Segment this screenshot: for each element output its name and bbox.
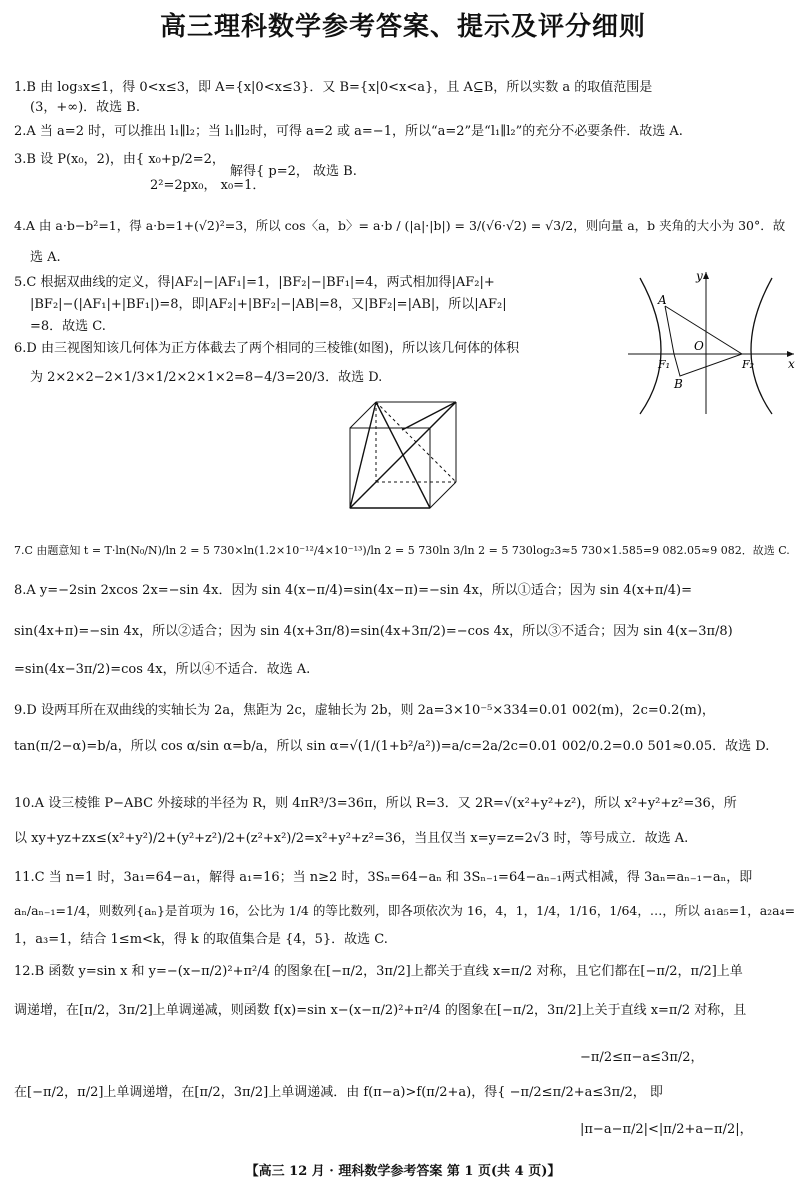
answer-11-line-3: 1，a₃=1，结合 1≤m<k，得 k 的取值集合是 {4，5}．故选 C. xyxy=(14,932,388,947)
answer-12-condition-1: −π/2≤π−a≤3π/2， xyxy=(580,1050,704,1065)
answer-1-line-2: (3，+∞)．故选 B. xyxy=(30,100,140,115)
answer-4-line-2: 选 A. xyxy=(30,250,61,265)
answer-3-solution: 解得{ p=2， 故选 B. xyxy=(230,164,357,179)
answer-3-line-1: 3.B 设 P(x₀，2)，由{ x₀+p/2=2， xyxy=(14,152,225,167)
answer-11-line-2: aₙ/aₙ₋₁=1/4，则数列{aₙ}是首项为 16，公比为 1/4 的等比数列，即各项依次为 16，4，1，1/4，1/16，1/64，…，所以 a₁a₅=1，a₂a₄= xyxy=(14,903,796,918)
page-title: 高三理科数学参考答案、提示及评分细则 xyxy=(159,12,646,42)
answer-8-line-2: sin(4x+π)=−sin 4x，所以②适合；因为 sin 4(x+3π/8)=sin(4x+3π/2)=−cos 4x，所以③不适合；因为 sin 4(x−3π/8) xyxy=(14,624,733,639)
answer-8-line-3: =sin(4x−3π/2)=cos 4x，所以④不适合．故选 A. xyxy=(14,662,311,677)
page-footer: 【高三 12 月 · 理科数学参考答案 第 1 页(共 4 页)】 xyxy=(245,1164,561,1179)
answer-10-line-2: 以 xy+yz+zx≤(x²+y²)/2+(y²+z²)/2+(z²+x²)/2=x²+y²+z²=36，当且仅当 x=y=z=2√3 时，等号成立．故选 A. xyxy=(14,831,689,846)
label-F1: F₁ xyxy=(658,358,671,371)
answer-1-line-1: 1.B 由 log₃x≤1，得 0<x≤3，即 A={x|0<x≤3}．又 B={x|0<x<a}，且 A⊆B，所以实数 a 的取值范围是 xyxy=(14,80,653,95)
answer-9-line-2: tan(π/2−α)=b/a，所以 cos α/sin α=b/a，所以 sin α=√(1/(1+b²/a²))=a/c=2a/2c=0.01 002/0.2=0.0 501≈0.05．故选 D. xyxy=(14,739,770,754)
answer-6-line-2: 为 2×2×2−2×1/3×1/2×2×1×2=8−4/3=20/3．故选 D. xyxy=(30,370,383,385)
label-A: A xyxy=(658,293,667,307)
answer-12-line-2: 调递增，在[π/2，3π/2]上单调递减，则函数 f(x)=sin x−(x−π/2)²+π²/4 的图象在[−π/2，3π/2]上关于直线 x=π/2 对称，且 xyxy=(14,1003,747,1018)
answer-5-line-1: 5.C 根据双曲线的定义，得|AF₂|−|AF₁|=1，|BF₂|−|BF₁|=4，两式相加得|AF₂|+ xyxy=(14,275,495,290)
label-B: B xyxy=(674,377,683,391)
label-y: y xyxy=(696,269,703,283)
label-F2: F₂ xyxy=(742,358,755,371)
answer-8-line-1: 8.A y=−2sin 2xcos 2x=−sin 4x．因为 sin 4(x−π/4)=sin(4x−π)=−sin 4x，所以①适合；因为 sin 4(x+π/4)= xyxy=(14,583,692,598)
answer-7: 7.C 由题意知 t = T·ln(N₀/N)/ln 2 = 5 730×ln(1.2×10⁻¹²/4×10⁻¹³)/ln 2 = 5 730ln 3/ln 2 = 5 730log₂3≈5 730×1.585=9 082.05≈9 082．故选 C. xyxy=(14,544,790,557)
cube-figure xyxy=(342,396,462,514)
answer-3-line-2: 2²=2px₀， x₀=1． xyxy=(150,178,266,193)
label-O: O xyxy=(694,339,704,353)
answer-11-line-1: 11.C 当 n=1 时，3a₁=64−a₁，解得 a₁=16；当 n≥2 时，3Sₙ=64−aₙ 和 3Sₙ₋₁=64−aₙ₋₁两式相减，得 3aₙ=aₙ₋₁−aₙ，即 xyxy=(14,870,753,885)
answer-5-line-2: |BF₂|−(|AF₁|+|BF₁|)=8，即|AF₂|+|BF₂|−|AB|=8，又|BF₂|=|AB|，所以|AF₂| xyxy=(30,297,507,312)
answer-6-line-1: 6.D 由三视图知该几何体为正方体截去了两个相同的三棱锥(如图)，所以该几何体的体积 xyxy=(14,341,520,356)
hyperbola-figure xyxy=(622,268,800,418)
answer-12-line-1: 12.B 函数 y=sin x 和 y=−(x−π/2)²+π²/4 的图象在[−π/2，3π/2]上都关于直线 x=π/2 对称，且它们都在[−π/2，π/2]上单 xyxy=(14,964,743,979)
answer-2: 2.A 当 a=2 时，可以推出 l₁∥l₂；当 l₁∥l₂时，可得 a=2 或 a=−1，所以“a=2”是“l₁∥l₂”的充分不必要条件．故选 A. xyxy=(14,124,683,139)
answer-10-line-1: 10.A 设三棱锥 P−ABC 外接球的半径为 R，则 4πR³/3=36π，所以 R=3．又 2R=√(x²+y²+z²)，所以 x²+y²+z²=36，所 xyxy=(14,796,737,811)
label-x: x xyxy=(788,357,795,371)
answer-12-line-3: 在[−π/2，π/2]上单调递增，在[π/2，3π/2]上单调递减．由 f(π−a)>f(π/2+a)，得{ −π/2≤π/2+a≤3π/2， 即 xyxy=(14,1085,663,1100)
answer-12-condition-3: |π−a−π/2|<|π/2+a−π/2|， xyxy=(580,1122,753,1137)
answer-9-line-1: 9.D 设两耳所在双曲线的实轴长为 2a，焦距为 2c，虚轴长为 2b，则 2a=3×10⁻⁵×334=0.01 002(m)，2c=0.2(m)， xyxy=(14,703,715,718)
answer-4-line-1: 4.A 由 a·b−b²=1，得 a·b=1+(√2)²=3，所以 cos〈a，b〉= a·b / (|a|·|b|) = 3/(√6·√2) = √3/2，则向量 a，b 夹角的大小为 30°．故 xyxy=(14,218,786,233)
answer-5-line-3: =8．故选 C. xyxy=(30,319,106,334)
